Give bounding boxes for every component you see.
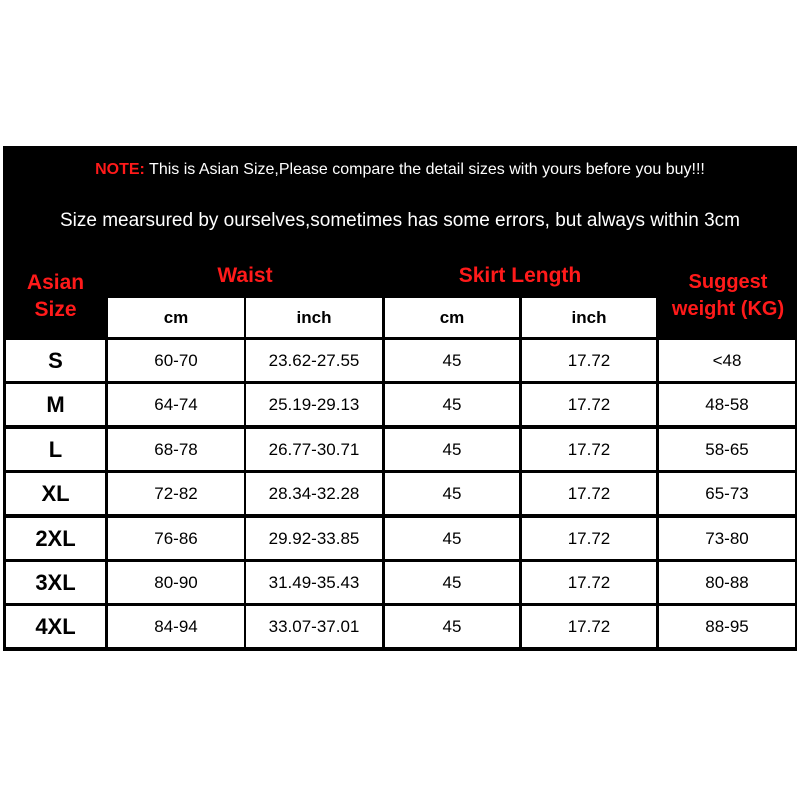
note-band <box>3 146 797 250</box>
waist-cm-cell: 72-82 <box>108 473 244 514</box>
subheader-skirt-inch: inch <box>522 298 656 337</box>
measurement-note: Size mearsured by ourselves,sometimes has some errors, but always within 3cm <box>59 210 741 231</box>
skirt-cm-cell: 45 <box>385 606 519 647</box>
size-cell: 4XL <box>6 606 105 647</box>
size-cell: L <box>6 429 105 470</box>
skirt-cm-cell: 45 <box>385 384 519 425</box>
weight-cell: <48 <box>659 340 795 381</box>
header-suggest-weight: Suggest weight (KG) <box>671 271 785 320</box>
waist-cm-cell: 60-70 <box>108 340 244 381</box>
waist-inch-cell: 23.62-27.55 <box>246 340 382 381</box>
skirt-inch-cell: 17.72 <box>522 473 656 514</box>
waist-cm-cell: 64-74 <box>108 384 244 425</box>
skirt-cm-cell: 45 <box>385 562 519 603</box>
size-cell: XL <box>6 473 105 514</box>
size-cell: M <box>6 384 105 425</box>
note-line <box>3 161 797 179</box>
size-cell: S <box>6 340 105 381</box>
skirt-inch-cell: 17.72 <box>522 518 656 559</box>
waist-cm-cell: 80-90 <box>108 562 244 603</box>
skirt-inch-cell: 17.72 <box>522 429 656 470</box>
header-skirt-length: Skirt Length <box>458 263 582 287</box>
note-text: This is Asian Size,Please compare the detail sizes with yours before you buy!!! <box>144 161 705 178</box>
size-cell: 3XL <box>6 562 105 603</box>
skirt-inch-cell: 17.72 <box>522 384 656 425</box>
skirt-inch-cell: 17.72 <box>522 340 656 381</box>
weight-cell: 88-95 <box>659 606 795 647</box>
subheader-skirt-cm: cm <box>385 298 519 337</box>
waist-inch-cell: 29.92-33.85 <box>246 518 382 559</box>
skirt-cm-cell: 45 <box>385 518 519 559</box>
waist-inch-cell: 25.19-29.13 <box>246 384 382 425</box>
waist-inch-cell: 26.77-30.71 <box>246 429 382 470</box>
waist-cm-cell: 76-86 <box>108 518 244 559</box>
weight-cell: 80-88 <box>659 562 795 603</box>
waist-cm-cell: 68-78 <box>108 429 244 470</box>
skirt-inch-cell: 17.72 <box>522 562 656 603</box>
weight-cell: 58-65 <box>659 429 795 470</box>
weight-cell: 48-58 <box>659 384 795 425</box>
header-waist: Waist <box>217 263 273 287</box>
subheader-waist-inch: inch <box>246 298 382 337</box>
waist-inch-cell: 28.34-32.28 <box>246 473 382 514</box>
skirt-cm-cell: 45 <box>385 429 519 470</box>
weight-cell: 65-73 <box>659 473 795 514</box>
waist-cm-cell: 84-94 <box>108 606 244 647</box>
waist-inch-cell: 31.49-35.43 <box>246 562 382 603</box>
weight-cell: 73-80 <box>659 518 795 559</box>
skirt-inch-cell: 17.72 <box>522 606 656 647</box>
header-asian-size: Asian Size <box>26 271 85 321</box>
size-cell: 2XL <box>6 518 105 559</box>
skirt-cm-cell: 45 <box>385 473 519 514</box>
subheader-waist-cm: cm <box>108 298 244 337</box>
skirt-cm-cell: 45 <box>385 340 519 381</box>
waist-inch-cell: 33.07-37.01 <box>246 606 382 647</box>
note-label: NOTE: <box>95 161 145 178</box>
